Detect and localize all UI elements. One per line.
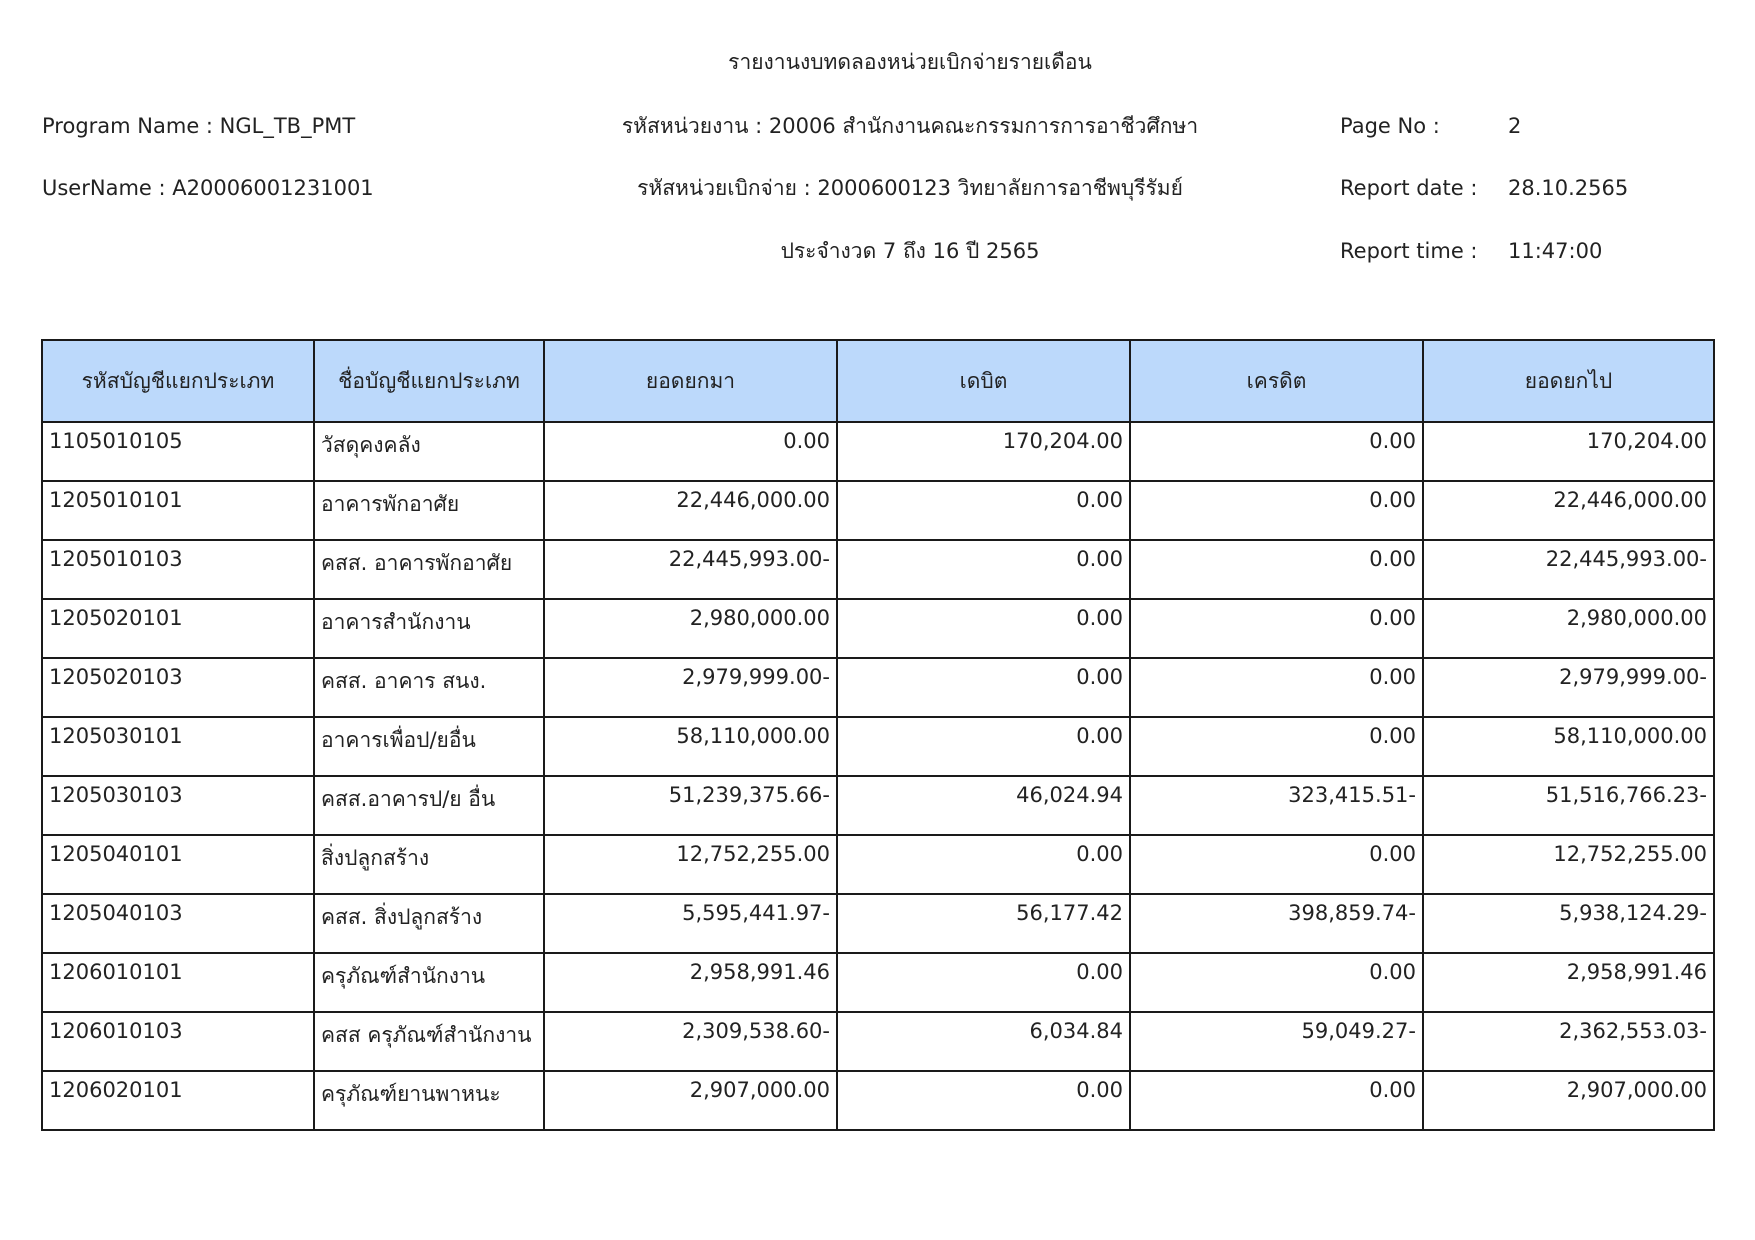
cell-debit: 6,034.84 <box>837 1012 1130 1071</box>
cell-debit: 0.00 <box>837 481 1130 540</box>
cell-account-name: อาคารสำนักงาน <box>314 599 544 658</box>
cell-account-name: สิ่งปลูกสร้าง <box>314 835 544 894</box>
cell-account-name: ครุภัณฑ์สำนักงาน <box>314 953 544 1012</box>
report-time-value: 11:47:00 <box>1508 239 1603 263</box>
cell-closing-balance: 22,445,993.00- <box>1423 540 1714 599</box>
cell-account-name: วัสดุคงคลัง <box>314 422 544 481</box>
cell-debit: 0.00 <box>837 599 1130 658</box>
cell-opening-balance: 2,309,538.60- <box>544 1012 837 1071</box>
disbursement-unit: รหัสหน่วยเบิกจ่าย : 2000600123 วิทยาลัยการอาชีพบุรีรัมย์ <box>637 176 1183 200</box>
table-row <box>42 658 1714 717</box>
cell-opening-balance: 22,445,993.00- <box>544 540 837 599</box>
cell-closing-balance: 51,516,766.23- <box>1423 776 1714 835</box>
cell-opening-balance: 2,980,000.00 <box>544 599 837 658</box>
cell-account-code: 1105010105 <box>42 422 314 481</box>
report-date-label: Report date : <box>1340 176 1478 200</box>
program-name: Program Name : NGL_TB_PMT <box>42 114 356 138</box>
cell-account-name: ครุภัณฑ์ยานพาหนะ <box>314 1071 544 1130</box>
cell-credit: 0.00 <box>1130 599 1423 658</box>
cell-debit: 0.00 <box>837 1071 1130 1130</box>
table-row <box>42 894 1714 953</box>
table-row <box>42 953 1714 1012</box>
cell-closing-balance: 2,958,991.46 <box>1423 953 1714 1012</box>
cell-credit: 59,049.27- <box>1130 1012 1423 1071</box>
cell-debit: 170,204.00 <box>837 422 1130 481</box>
cell-opening-balance: 58,110,000.00 <box>544 717 837 776</box>
table-row <box>42 422 1714 481</box>
trial-balance-table <box>41 339 1715 1131</box>
cell-credit: 0.00 <box>1130 540 1423 599</box>
cell-account-code: 1205010101 <box>42 481 314 540</box>
cell-closing-balance: 2,979,999.00- <box>1423 658 1714 717</box>
cell-account-name: คสส.อาคารป/ย อื่น <box>314 776 544 835</box>
cell-debit: 56,177.42 <box>837 894 1130 953</box>
cell-opening-balance: 2,979,999.00- <box>544 658 837 717</box>
cell-credit: 0.00 <box>1130 717 1423 776</box>
cell-account-code: 1205010103 <box>42 540 314 599</box>
cell-closing-balance: 2,907,000.00 <box>1423 1071 1714 1130</box>
cell-credit: 0.00 <box>1130 658 1423 717</box>
table-row <box>42 835 1714 894</box>
cell-credit: 0.00 <box>1130 835 1423 894</box>
table-row <box>42 481 1714 540</box>
cell-credit: 0.00 <box>1130 1071 1423 1130</box>
cell-credit: 398,859.74- <box>1130 894 1423 953</box>
table-row <box>42 776 1714 835</box>
page-no-label: Page No : <box>1340 114 1440 138</box>
col-header-closing-balance: ยอดยกไป <box>1423 340 1714 422</box>
cell-account-name: คสส. สิ่งปลูกสร้าง <box>314 894 544 953</box>
cell-debit: 0.00 <box>837 835 1130 894</box>
cell-account-code: 1206010103 <box>42 1012 314 1071</box>
report-date-value: 28.10.2565 <box>1508 176 1629 200</box>
page-no-value: 2 <box>1508 114 1522 138</box>
table-row <box>42 1071 1714 1130</box>
cell-closing-balance: 58,110,000.00 <box>1423 717 1714 776</box>
cell-closing-balance: 5,938,124.29- <box>1423 894 1714 953</box>
cell-closing-balance: 2,980,000.00 <box>1423 599 1714 658</box>
col-header-debit: เดบิต <box>837 340 1130 422</box>
cell-debit: 0.00 <box>837 717 1130 776</box>
cell-debit: 46,024.94 <box>837 776 1130 835</box>
table-row <box>42 717 1714 776</box>
cell-account-name: คสส ครุภัณฑ์สำนักงาน <box>314 1012 544 1071</box>
cell-account-code: 1205040103 <box>42 894 314 953</box>
cell-account-code: 1205030103 <box>42 776 314 835</box>
table-row <box>42 540 1714 599</box>
cell-closing-balance: 12,752,255.00 <box>1423 835 1714 894</box>
cell-debit: 0.00 <box>837 540 1130 599</box>
username: UserName : A20006001231001 <box>42 176 374 200</box>
cell-debit: 0.00 <box>837 658 1130 717</box>
cell-opening-balance: 2,958,991.46 <box>544 953 837 1012</box>
cell-credit: 0.00 <box>1130 481 1423 540</box>
cell-account-name: คสส. อาคาร สนง. <box>314 658 544 717</box>
cell-account-code: 1205020101 <box>42 599 314 658</box>
cell-account-code: 1206010101 <box>42 953 314 1012</box>
cell-account-name: อาคารเพื่อป/ยอื่น <box>314 717 544 776</box>
cell-account-code: 1206020101 <box>42 1071 314 1130</box>
table-header-row <box>42 340 1714 422</box>
cell-opening-balance: 22,446,000.00 <box>544 481 837 540</box>
col-header-opening-balance: ยอดยกมา <box>544 340 837 422</box>
cell-closing-balance: 2,362,553.03- <box>1423 1012 1714 1071</box>
col-header-account-code: รหัสบัญชีแยกประเภท <box>42 340 314 422</box>
cell-opening-balance: 51,239,375.66- <box>544 776 837 835</box>
report-period: ประจำงวด 7 ถึง 16 ปี 2565 <box>780 239 1040 263</box>
cell-opening-balance: 5,595,441.97- <box>544 894 837 953</box>
agency-code: รหัสหน่วยงาน : 20006 สำนักงานคณะกรรมการการอาชีวศึกษา <box>621 114 1199 138</box>
cell-account-name: อาคารพักอาศัย <box>314 481 544 540</box>
cell-opening-balance: 12,752,255.00 <box>544 835 837 894</box>
cell-account-name: คสส. อาคารพักอาศัย <box>314 540 544 599</box>
col-header-account-name: ชื่อบัญชีแยกประเภท <box>314 340 544 422</box>
cell-account-code: 1205030101 <box>42 717 314 776</box>
cell-account-code: 1205040101 <box>42 835 314 894</box>
cell-opening-balance: 2,907,000.00 <box>544 1071 837 1130</box>
col-header-credit: เครดิต <box>1130 340 1423 422</box>
cell-credit: 0.00 <box>1130 953 1423 1012</box>
cell-credit: 0.00 <box>1130 422 1423 481</box>
cell-closing-balance: 170,204.00 <box>1423 422 1714 481</box>
table-row <box>42 599 1714 658</box>
cell-debit: 0.00 <box>837 953 1130 1012</box>
report-time-label: Report time : <box>1340 239 1478 263</box>
cell-account-code: 1205020103 <box>42 658 314 717</box>
table-body <box>42 422 1714 1130</box>
cell-opening-balance: 0.00 <box>544 422 837 481</box>
table-row <box>42 1012 1714 1071</box>
cell-credit: 323,415.51- <box>1130 776 1423 835</box>
report-title: รายงานงบทดลองหน่วยเบิกจ่ายรายเดือน <box>728 50 1092 74</box>
cell-closing-balance: 22,446,000.00 <box>1423 481 1714 540</box>
